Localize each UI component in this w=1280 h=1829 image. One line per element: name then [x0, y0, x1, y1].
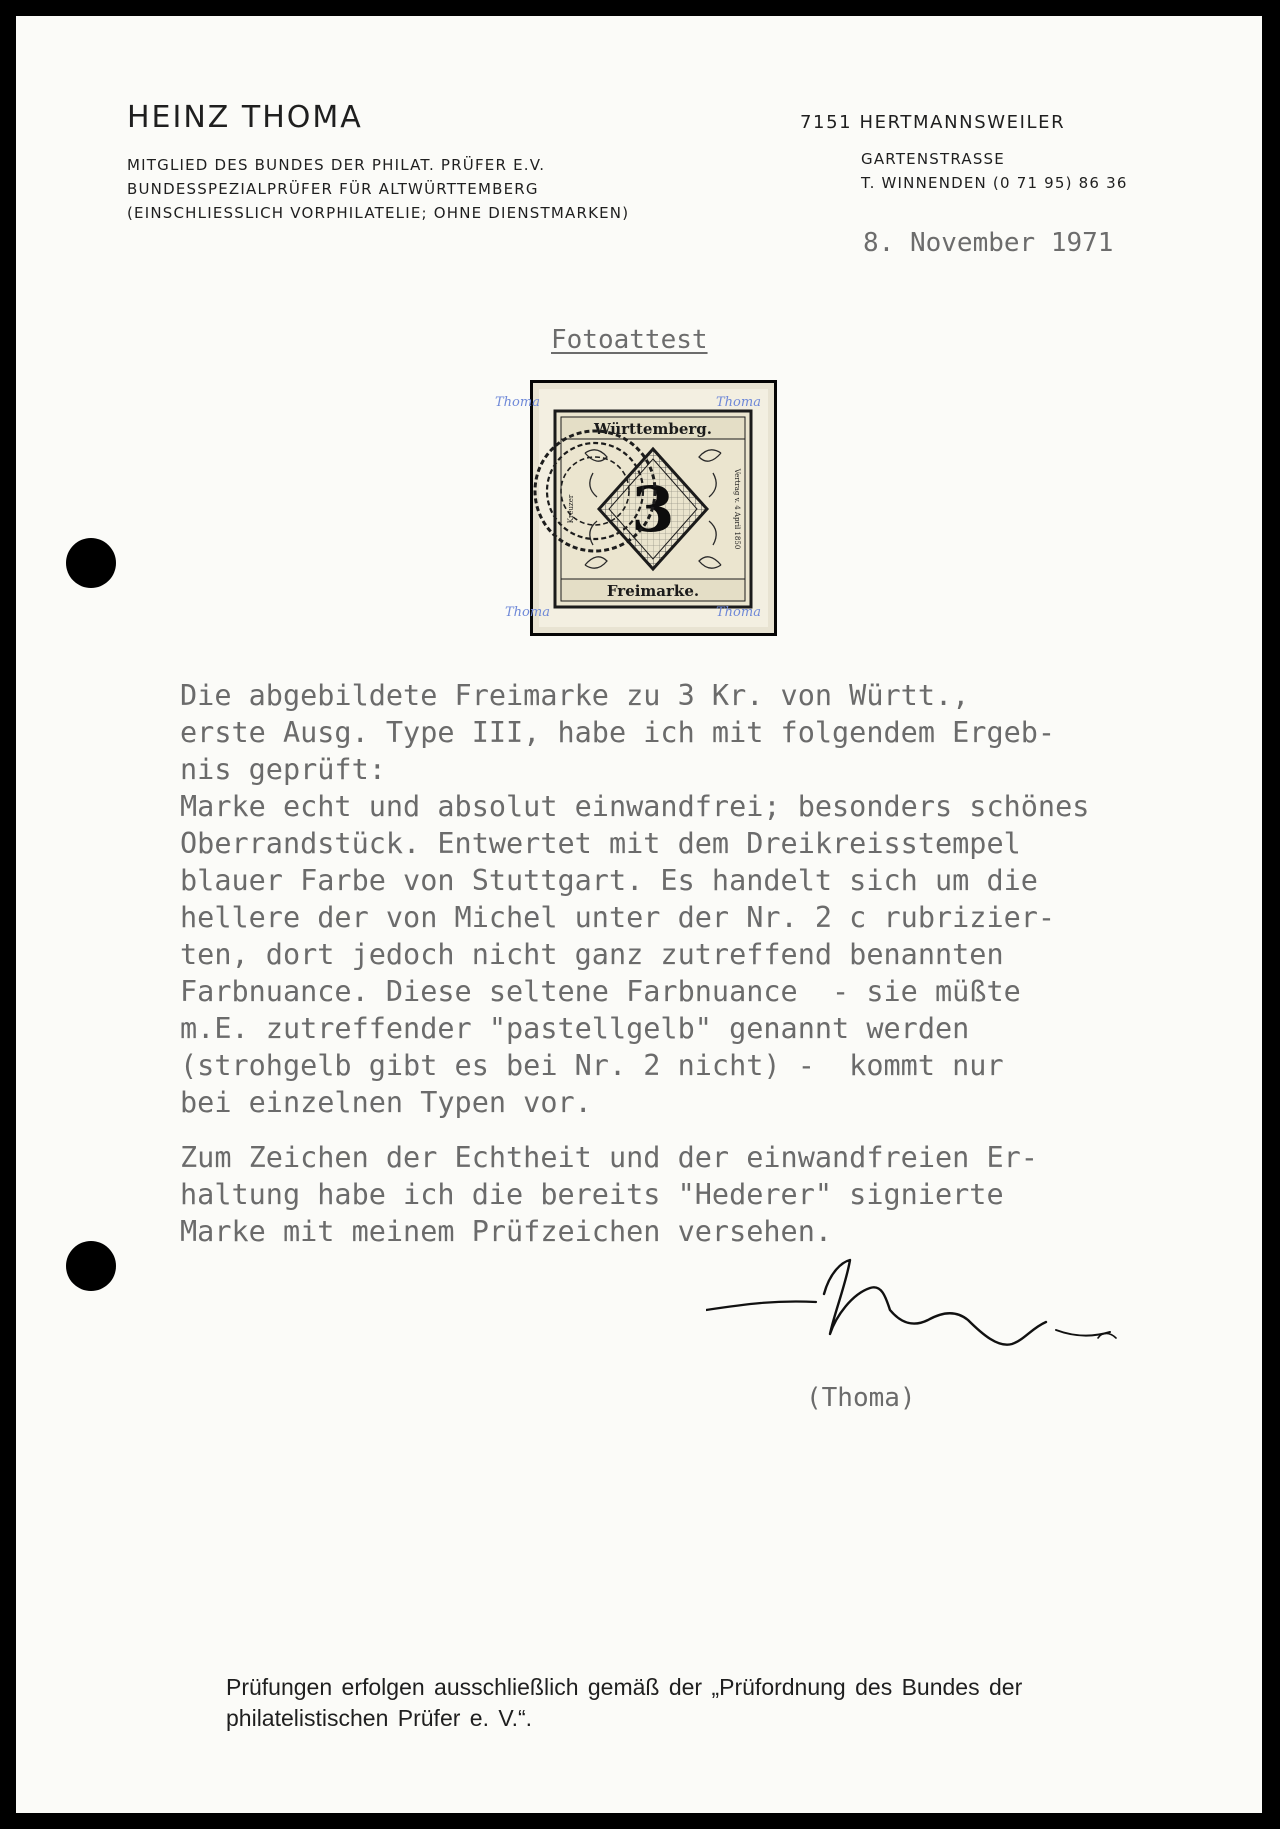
body-line: Marke echt und absolut einwandfrei; besonders schönes: [180, 790, 1090, 823]
body-line: Farbnuance. Diese seltene Farbnuance - sie müßte: [180, 975, 1021, 1008]
examiner-name: HEINZ THOMA: [127, 100, 363, 135]
body-line: nis geprüft:: [180, 753, 386, 786]
signatory-name: (Thoma): [806, 1383, 916, 1413]
scope-line: (EINSCHLIESSLICH VORPHILATELIE; OHNE DIENSTMARKEN): [127, 204, 630, 222]
body-line: haltung habe ich die bereits "Hederer" signierte: [180, 1178, 1004, 1211]
address-street: GARTENSTRASSE: [861, 150, 1005, 168]
body-line: ten, dort jedoch nicht ganz zutreffend benannten: [180, 938, 1004, 971]
body-line: blauer Farbe von Stuttgart. Es handelt sich um die: [180, 864, 1038, 897]
body-line: Die abgebildete Freimarke zu 3 Kr. von Württ.,: [180, 679, 970, 712]
findings-paragraph: [180, 677, 1260, 1121]
address-block: [800, 112, 1128, 195]
body-line: erste Ausg. Type III, habe ich mit folgendem Ergeb-: [180, 716, 1056, 749]
body-line: Oberrandstück. Entwertet mit dem Dreikreisstempel: [180, 827, 1021, 860]
signature-mark: Thoma: [505, 605, 550, 620]
legal-footer: Prüfungen erfolgen ausschließlich gemäß der „Prüfordnung des Bundes der philatelistischen Prüfer e. V.“.: [226, 1674, 1023, 1731]
stamp-side-label-right: Vertrag v. 4 April 1850: [733, 468, 741, 550]
specialist-line: BUNDESSPEZIALPRÜFER FÜR ALTWÜRTTEMBERG: [127, 180, 539, 198]
address-city: 7151 HERTMANNSWEILER: [800, 112, 1066, 133]
stamp-image: [533, 383, 774, 633]
punch-hole-bottom: [66, 1241, 116, 1291]
address-phone: T. WINNENDEN (0 71 95) 86 36: [861, 174, 1128, 192]
body-line: bei einzelnen Typen vor.: [180, 1086, 592, 1119]
stamp-side-label-left: Kreuzer: [567, 494, 575, 524]
stamp-denomination: 3: [631, 473, 675, 546]
certification-paragraph: [180, 1139, 1260, 1250]
signature-mark: Thoma: [495, 395, 540, 410]
body-line: m.E. zutreffender "pastellgelb" genannt werden: [180, 1012, 970, 1045]
stamp-bottom-label: Freimarke.: [606, 582, 700, 600]
signature-mark: Thoma: [716, 395, 761, 410]
handwritten-signature: [706, 1258, 1206, 1368]
signature-mark: Thoma: [716, 605, 761, 620]
letterhead: [127, 100, 629, 225]
body-line: Marke mit meinem Prüfzeichen versehen.: [180, 1215, 833, 1248]
body-line: Zum Zeichen der Echtheit und der einwandfreien Er-: [180, 1141, 1038, 1174]
attest-body: [180, 677, 1260, 1250]
membership-line: MITGLIED DES BUNDES DER PHILAT. PRÜFER E.V.: [127, 156, 546, 174]
stamp-photo: [495, 380, 777, 636]
stamp-country-label: Württemberg.: [594, 420, 712, 438]
punch-hole-top: [66, 538, 116, 588]
body-line: (strohgelb gibt es bei Nr. 2 nicht) - kommt nur: [180, 1049, 1004, 1082]
body-line: hellere der von Michel unter der Nr. 2 c rubrizier-: [180, 901, 1056, 934]
attest-date: 8. November 1971: [863, 228, 1114, 258]
attest-heading: Fotoattest: [551, 325, 708, 355]
